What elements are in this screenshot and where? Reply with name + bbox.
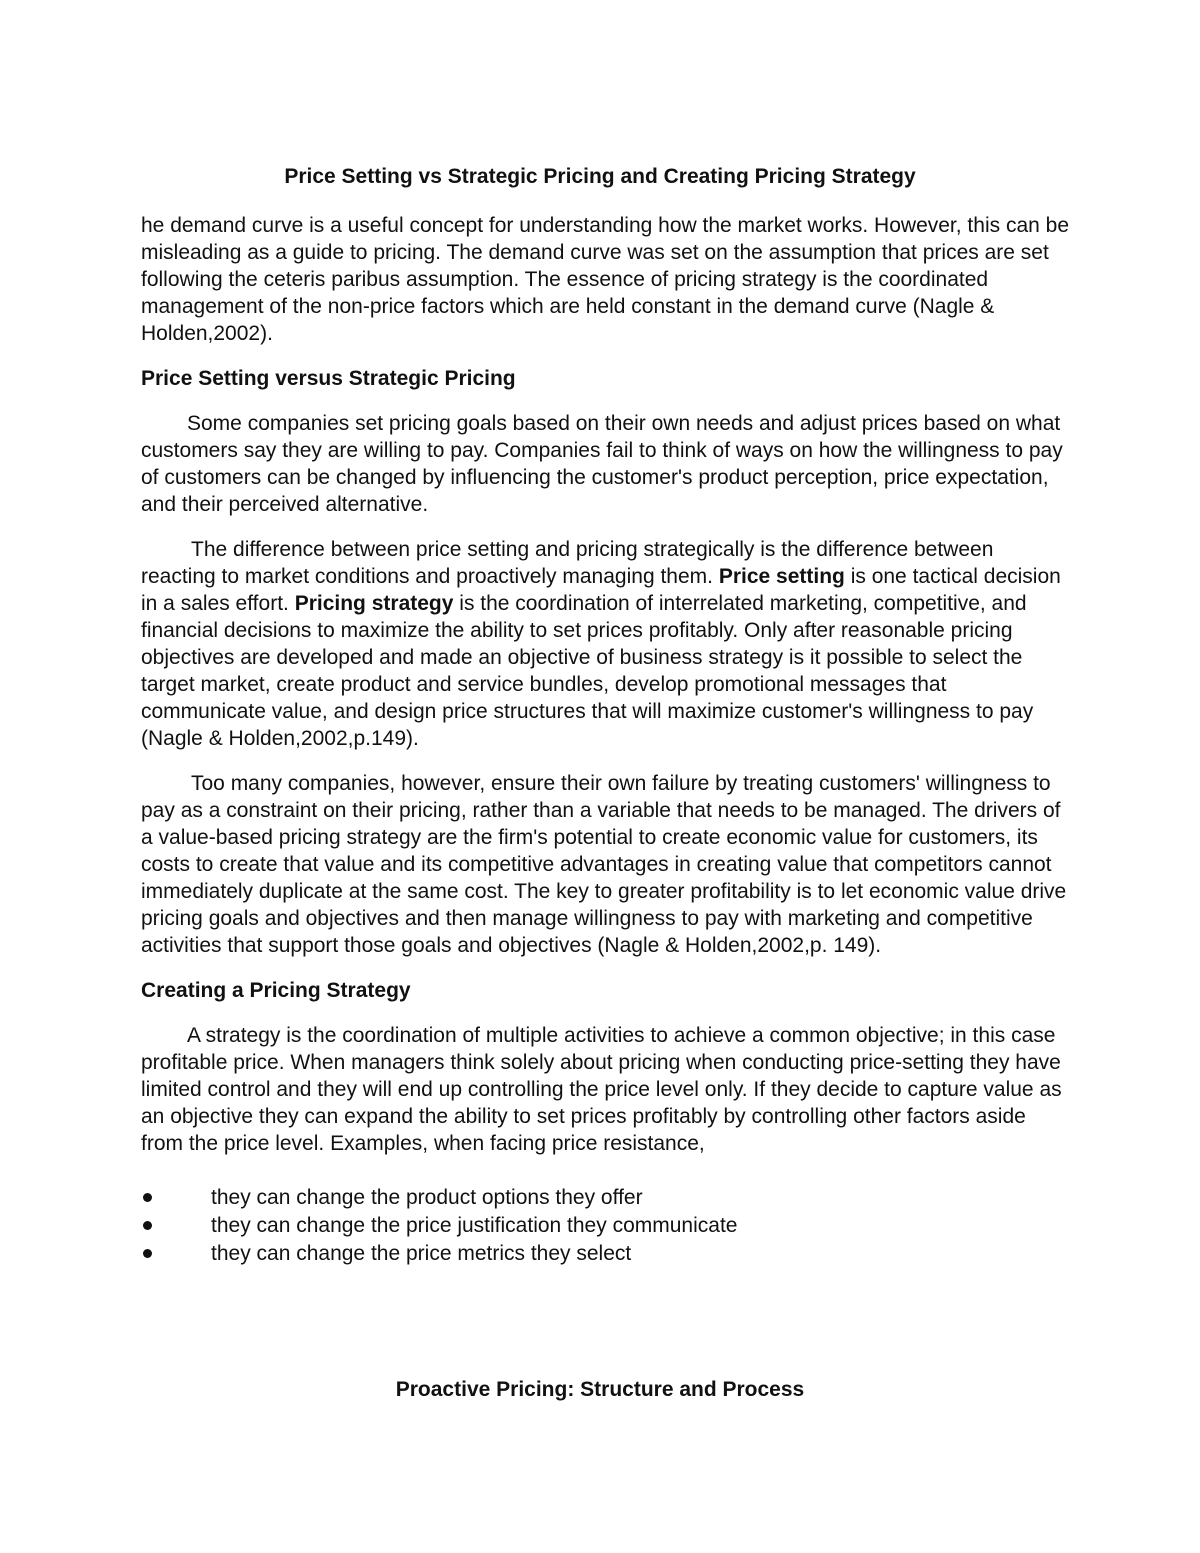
price-resistance-list <box>141 1184 1071 1268</box>
section-heading-creating-strategy: Creating a Pricing Strategy <box>141 979 411 1002</box>
price-setting-paragraph-1: Some companies set pricing goals based on their own needs and adjust prices based on what customers say they are willing to pay. Companies fail to think of ways on how the willingness to pay of customers can be changed by influencing the customer's product perception, price expectation, and their perceived alternative. <box>141 412 1063 516</box>
list-item-text: they can change the product options they offer <box>211 1186 643 1209</box>
bullet-icon <box>143 1193 152 1202</box>
list-item-text: they can change the price metrics they select <box>211 1242 632 1265</box>
list-item <box>141 1212 1071 1240</box>
bullet-icon <box>143 1221 152 1230</box>
bullet-icon <box>143 1249 152 1258</box>
document-body <box>141 212 1071 1268</box>
paragraph-text-segment: is the coordination of interrelated marketing, competitive, and financial decisions to maximize the ability to set prices profitably. Only after reasonable pricing objectives are developed and made an objective of business strategy is it possible to select the target market, create product and service bundles, develop promotional messages that communicate value, and design price structures that will maximize customer's willingness to pay (Nagle & Holden,2002,p.149). <box>141 592 1034 750</box>
section-heading-price-setting: Price Setting versus Strategic Pricing <box>141 367 516 390</box>
price-setting-paragraph-2 <box>141 536 1071 752</box>
price-setting-paragraph-3: Too many companies, however, ensure their own failure by treating customers' willingness to pay as a constraint on their pricing, rather than a variable that needs to be managed. The drivers of a value-based pricing strategy are the firm's potential to create economic value for customers, its costs to create that value and its competitive advantages in creating value that competitors cannot immediately duplicate at the same cost. The key to greater profitability is to let economic value drive pricing goals and objectives and then manage willingness to pay with marketing and competitive activities that support those goals and objectives (Nagle & Holden,2002,p. 149). <box>141 772 1067 957</box>
paragraph-text-segment: is one tactical decision in a sales effort. <box>141 565 1061 615</box>
term-price-setting: Price setting <box>718 565 845 588</box>
list-item-text: they can change the price justification they communicate <box>211 1214 738 1237</box>
list-item <box>141 1184 1071 1212</box>
list-item <box>141 1240 1071 1268</box>
intro-paragraph: he demand curve is a useful concept for understanding how the market works. However, this can be misleading as a guide to pricing. The demand curve was set on the assumption that prices are set following the ceteris paribus assumption. The essence of pricing strategy is the coordinated management of the non-price factors which are held constant in the demand curve (Nagle & Holden,2002). <box>141 214 1069 345</box>
term-pricing-strategy: Pricing strategy <box>294 592 454 615</box>
section-heading-proactive-pricing: Proactive Pricing: Structure and Process <box>395 1378 805 1401</box>
paragraph-text-segment: The difference between price setting and pricing strategically is the difference between reacting to market conditions and proactively managing them. <box>141 538 994 588</box>
document-title: Price Setting vs Strategic Pricing and Creating Pricing Strategy <box>284 165 916 188</box>
creating-strategy-paragraph: A strategy is the coordination of multiple activities to achieve a common objective; in this case profitable price. When managers think solely about pricing when conducting price-setting they have limited control and they will end up controlling the price level only. If they decide to capture value as an objective they can expand the ability to set prices profitably by controlling other factors aside from the price level. Examples, when facing price resistance, <box>141 1024 1062 1155</box>
